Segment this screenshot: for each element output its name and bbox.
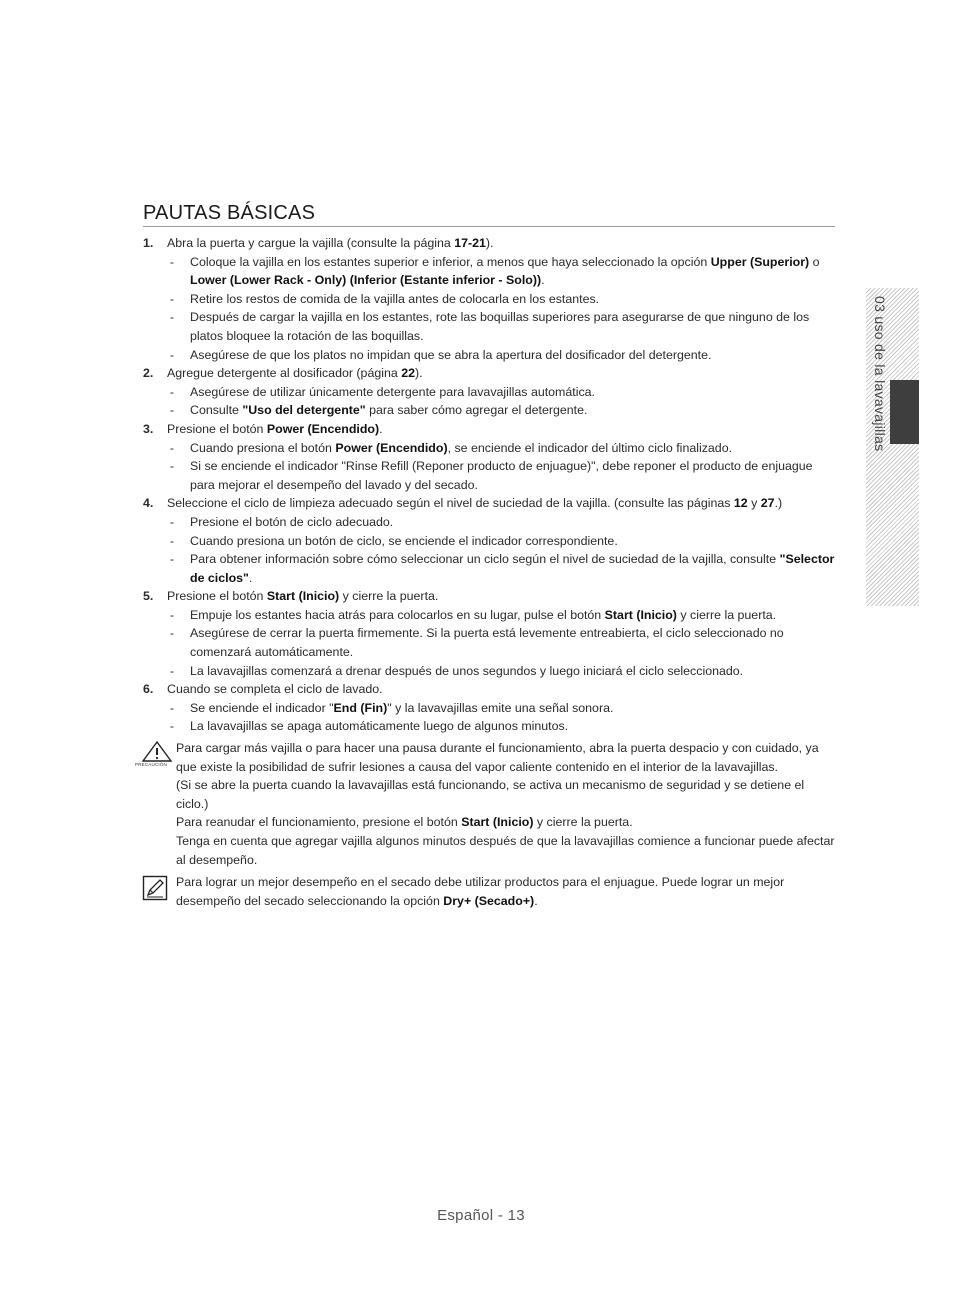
- bullet-dash: -: [169, 533, 175, 548]
- caution-text-part: Para reanudar el funcionamiento, presione el botón: [176, 815, 462, 830]
- step-3: [143, 420, 835, 439]
- step-4-item-a: [143, 513, 835, 532]
- item-text: Se enciende el indicador ": [190, 700, 334, 715]
- item-text: Asegúrese de utilizar únicamente detergente para lavavajillas automática.: [190, 384, 595, 399]
- chapter-tab-label: 03 uso de la lavavajillas: [872, 296, 888, 452]
- button-name: Start (Inicio): [266, 589, 340, 604]
- item-text: La lavavajillas comenzará a drenar después de unos segundos y luego iniciará el ciclo seleccionado.: [190, 663, 744, 678]
- bullet-dash: -: [169, 384, 175, 399]
- bullet-dash: -: [169, 719, 175, 734]
- note-block: [143, 873, 835, 910]
- note-text: .: [534, 893, 538, 908]
- item-text: Asegúrese de que los platos no impidan que se abra la apertura del dosificador del detergente.: [190, 347, 712, 362]
- step-text: Seleccione el ciclo de limpieza adecuado según el nivel de suciedad de la vajilla. (consulte las páginas: [167, 496, 734, 511]
- page-ref: 17-21: [454, 236, 486, 250]
- option-name: Lower (Lower Rack - Only) (Inferior (Estante inferior - Solo)): [190, 273, 542, 288]
- button-name: Start (Inicio): [461, 815, 534, 830]
- item-text: Retire los restos de comida de la vajilla antes de colocarla en los estantes.: [190, 291, 600, 306]
- step-number: 6.: [143, 682, 154, 697]
- caution-block: [135, 739, 835, 869]
- step-2: [143, 364, 835, 383]
- page-ref: 12: [733, 496, 748, 511]
- item-text: , se enciende el indicador del último ciclo finalizado.: [447, 440, 733, 455]
- bullet-dash: -: [169, 700, 175, 715]
- item-text: La lavavajillas se apaga automáticamente luego de algunos minutos.: [190, 719, 569, 734]
- step-text: Presione el botón: [167, 421, 267, 436]
- step-text: Agregue detergente al dosificador (página: [167, 366, 402, 381]
- step-text: .): [774, 496, 783, 511]
- option-name: Dry+ (Secado+): [443, 893, 535, 908]
- bullet-dash: -: [169, 607, 175, 622]
- step-number: 5.: [143, 589, 154, 604]
- item-text: Después de cargar la vajilla en los estantes, rote las boquillas superiores para asegurarse de que ninguno de los platos bloquee la rotación de las boquillas.: [190, 310, 810, 343]
- item-text: y cierre la puerta.: [676, 607, 777, 622]
- bullet-dash: -: [169, 514, 175, 529]
- step-number: 2.: [143, 366, 154, 381]
- option-name: Upper (Superior): [710, 254, 810, 269]
- caution-label: PRECAUCIÓN: [135, 762, 168, 768]
- step-1-item-a: [143, 253, 835, 290]
- step-5-item-b: [143, 624, 835, 661]
- step-text: Presione el botón: [167, 589, 267, 604]
- item-text: Coloque la vajilla en los estantes superior e inferior, a menos que haya seleccionado la opción: [190, 254, 711, 269]
- section-ref: "Selector de ciclos": [190, 552, 835, 585]
- caution-text: (Si se abre la puerta cuando la lavavajillas está funcionando, se activa un mecanismo de seguridad y se detiene el ciclo.): [176, 778, 805, 811]
- bullet-dash: -: [169, 440, 175, 455]
- step-4-item-c: [143, 550, 835, 587]
- warning-triangle-icon: [139, 739, 175, 775]
- step-1-item-d: [143, 346, 835, 365]
- step-6-item-b: [143, 717, 835, 736]
- button-name: Power (Encendido): [335, 440, 448, 455]
- step-text: .: [379, 421, 383, 436]
- bullet-dash: -: [169, 403, 175, 418]
- step-6: [143, 680, 835, 699]
- bullet-dash: -: [169, 552, 175, 567]
- bullet-dash: -: [169, 347, 175, 362]
- item-text: Cuando presiona el botón: [190, 440, 336, 455]
- item-text: Consulte: [190, 403, 243, 418]
- item-text: Presione el botón de ciclo adecuado.: [190, 514, 394, 529]
- item-text: Cuando presiona un botón de ciclo, se enciende el indicador correspondiente.: [190, 533, 618, 548]
- step-5: [143, 587, 835, 606]
- note-text: Para lograr un mejor desempeño en el secado debe utilizar productos para el enjuague. Puede lograr un mejor desempeño del secado seleccionando la opción: [176, 875, 785, 908]
- instructions: [135, 234, 835, 910]
- step-3-item-b: [143, 457, 835, 494]
- step-1: [143, 234, 835, 253]
- chapter-tab-marker: [890, 380, 919, 444]
- note-pencil-icon: [142, 875, 168, 901]
- button-name: Power (Encendido): [266, 421, 380, 436]
- step-3-item-a: [143, 439, 835, 458]
- indicator-name: End (Fin): [333, 700, 388, 715]
- item-text: o: [809, 254, 820, 269]
- step-4: [143, 494, 835, 513]
- step-number: 3.: [143, 421, 154, 436]
- page-ref: 27: [760, 496, 775, 511]
- step-number: 1.: [143, 236, 154, 250]
- caution-text-part: y cierre la puerta.: [533, 815, 633, 830]
- step-4-item-b: [143, 532, 835, 551]
- caution-text: [176, 813, 835, 832]
- item-text: Asegúrese de cerrar la puerta firmemente. Si la puerta está levemente entreabierta, el ciclo seleccionado no comenzará automáticamente.: [190, 626, 784, 660]
- item-text: Para obtener información sobre cómo seleccionar un ciclo según el nivel de suciedad de la vajilla, consulte: [190, 552, 780, 567]
- step-5-item-c: [143, 662, 835, 681]
- bullet-dash: -: [169, 626, 175, 641]
- item-text: .: [248, 570, 253, 585]
- step-text: y: [747, 496, 761, 511]
- page-ref: 22: [401, 366, 416, 381]
- step-1-item-b: [143, 290, 835, 309]
- step-1-item-c: [143, 308, 835, 345]
- chapter-tab: [866, 288, 919, 606]
- step-2-item-a: [143, 383, 835, 402]
- bullet-dash: -: [169, 663, 175, 678]
- item-text: para saber cómo agregar el detergente.: [365, 403, 588, 418]
- item-text: Empuje los estantes hacia atrás para colocarlos en su lugar, pulse el botón: [190, 607, 605, 622]
- page-footer: Español - 13: [437, 1207, 525, 1224]
- bullet-dash: -: [169, 459, 175, 474]
- page-title: PAUTAS BÁSICAS: [143, 201, 835, 227]
- step-6-item-a: [143, 699, 835, 718]
- step-number: 4.: [143, 496, 154, 511]
- step-text: ).: [485, 236, 494, 250]
- section-ref: "Uso del detergente": [242, 403, 366, 418]
- item-text: .: [541, 273, 545, 288]
- caution-text: Para cargar más vajilla o para hacer una pausa durante el funcionamiento, abra la puerta despacio y con cuidado, ya que existe la posibilidad de sufrir lesiones a causa del vapor caliente contenido en el interior de la lavavajillas.: [176, 741, 819, 774]
- bullet-dash: -: [169, 254, 175, 269]
- button-name: Start (Inicio): [604, 607, 677, 622]
- bullet-dash: -: [169, 291, 175, 306]
- step-text: Abra la puerta y cargue la vajilla (consulte la página: [167, 236, 455, 250]
- step-text: ).: [415, 366, 423, 381]
- item-text: " y la lavavajillas emite una señal sonora.: [387, 700, 614, 715]
- step-text: y cierre la puerta.: [339, 589, 439, 604]
- step-text: Cuando se completa el ciclo de lavado.: [167, 682, 383, 697]
- step-5-item-a: [143, 606, 835, 625]
- caution-text: Tenga en cuenta que agregar vajilla algunos minutos después de que la lavavajillas comience a funcionar puede afectar al desempeño.: [176, 834, 835, 867]
- step-2-item-b: [143, 401, 835, 420]
- bullet-dash: -: [169, 310, 175, 325]
- item-text: Si se enciende el indicador "Rinse Refill (Reponer producto de enjuague)", debe reponer el producto de enjuague para mejorar el desempeño del lavado y del secado.: [190, 459, 813, 492]
